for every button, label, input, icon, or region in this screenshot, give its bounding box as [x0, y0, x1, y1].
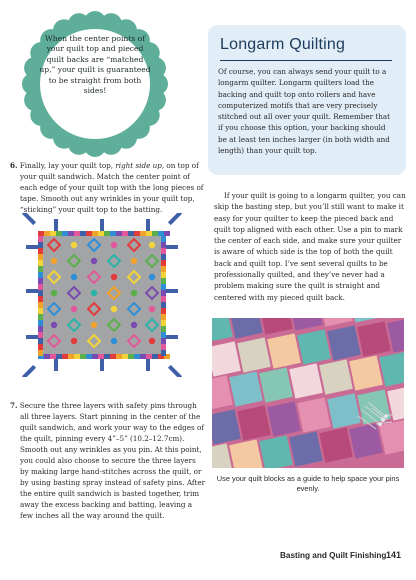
sidebar-divider	[220, 60, 392, 61]
sidebar-body: Of course, you can always send your quilt to a longarm quilter. Longarm quilters load the backing and quilt top onto rollers and have computerized motifs that are very precisely stitched out all over your quilt. Remember that if you choose this option, your backing should be at least ten inches larger (in both width and length) than your quilt top.	[218, 67, 391, 156]
step-7-number: 7.	[10, 401, 18, 410]
step-6	[10, 160, 206, 215]
callout-text: When the center points of your quilt top and pieced quilt backs are “matched up,” your quilt is guaranteed to be straight from both sides!	[39, 34, 151, 96]
page-number: 141	[386, 550, 402, 560]
step-6-number: 6.	[10, 161, 18, 170]
quilt-sandwich-illustration	[18, 213, 186, 377]
step-6-text-after: , on top of your quilt sandwich. Match the center point of each edge of your quilt top with the long pieces of tape. Smooth out any wrinkles in your quilt top, “sticking” your quilt top to the batting.	[20, 161, 204, 214]
footer-chapter-title: Basting and Quilt Finishing	[280, 551, 387, 560]
step-6-emphasis: right side up	[115, 161, 162, 170]
sidebar-title: Longarm Quilting	[220, 36, 346, 53]
step-7	[10, 400, 206, 521]
photo-caption: Use your quilt blocks as a guide to help space your pins evenly.	[216, 474, 400, 493]
quilt-pinning-photo	[212, 318, 404, 468]
step-7-text: Secure the three layers with safety pins through all three layers. Start pinning in the center of the quilt sandwich, and work your way to the edges of the quilt, pinning every 4”–5” (10.2–12.7cm). Smooth out any wrinkles as you pin. At this point, you could also choose to secure the three layers by making large hand-stitches across the quilt, or by using basting spray instead of safety pins. After the entire quilt sandwich is basted together, trim away the excess backing and batting, leaving a few inches all the way around the quilt.	[19, 401, 206, 520]
step-6-text-before: Finally, lay your quilt top,	[19, 161, 116, 170]
longarm-paragraph: If your quilt is going to a longarm quilter, you can skip the basting step, but you’ll still want to make it easy for your quilter to keep the pieced back and quilt top aligned with each other. Use a pin to mark the center of each side, and make sure your quilter is aware of which side is the top of both the quilt back and quilt top. I’ve sent several quilts to be professionally quilted, and they’ve never had a problem making sure the quilt is straight and centered with my pieced quilt back.	[214, 191, 406, 302]
